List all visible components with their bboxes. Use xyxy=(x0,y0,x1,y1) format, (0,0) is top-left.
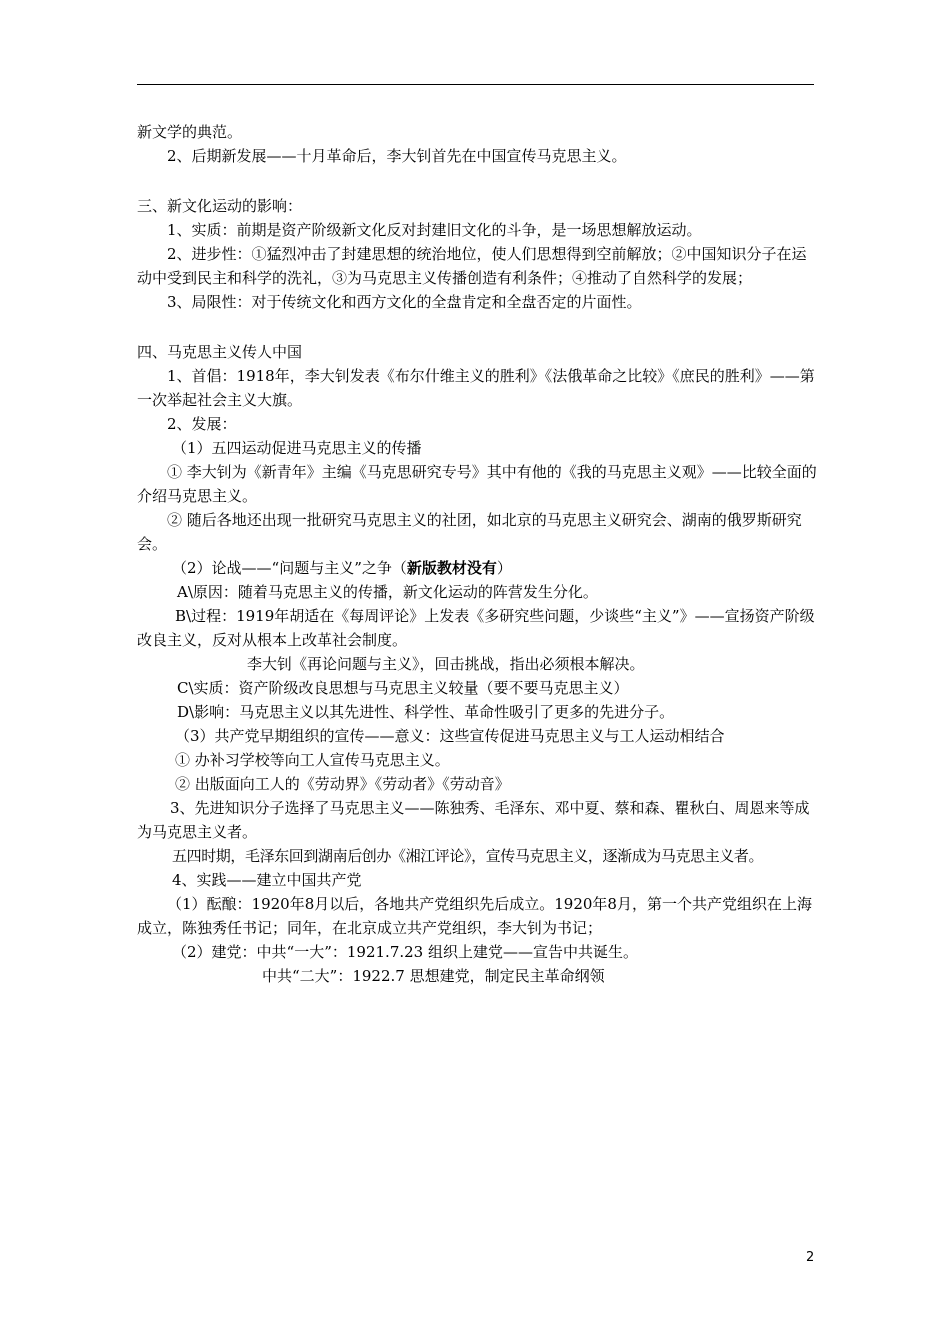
text-paragraph: ② 随后各地还出现一批研究马克思主义的社团，如北京的马克思主义研究会、湖南的俄罗斯研究会。 xyxy=(137,511,802,553)
text-paragraph: （1）酝酿：1920年8月以后，各地共产党组织先后成立。1920年8月，第一个共产党组织在上海成立，陈独秀任书记；同年，在北京成立共产党组织，李大钊为书记； xyxy=(137,895,812,937)
text-line: ① 办补习学校等向工人宣传马克思主义。 xyxy=(175,751,450,769)
text-line xyxy=(137,556,817,580)
text-paragraph: B\过程：1919年胡适在《每周评论》上发表《多研究些问题，少谈些“主义”》——宣扬资产阶级改良主义，反对从根本上改革社会制度。 xyxy=(137,607,815,649)
section-heading: 三、新文化运动的影响： xyxy=(137,197,303,215)
text-line: 五四时期，毛泽东回到湖南后创办《湘江评论》，宣传马克思主义，逐渐成为马克思主义者。 xyxy=(172,847,764,865)
text-run: ） xyxy=(496,559,512,577)
text-line: 新文学的典范。 xyxy=(137,123,243,141)
text-line: C\实质：资产阶级改良思想与马克思主义较量（要不要马克思主义） xyxy=(177,679,629,697)
text-line: 3、局限性：对于传统文化和西方文化的全盘肯定和全盘否定的片面性。 xyxy=(167,293,642,311)
page-number: 2 xyxy=(806,1250,815,1265)
text-line: 2、发展： xyxy=(167,415,237,433)
text-paragraph: 2、进步性：①猛烈冲击了封建思想的统治地位，使人们思想得到空前解放；②中国知识分子在运动中受到民主和科学的洗礼，③为马克思主义传播创造有利条件；④推动了自然科学的发展； xyxy=(137,245,807,287)
bold-note: 新版教材没有 xyxy=(406,559,497,577)
text-line: 中共“二大”：1922.7 思想建党，制定民主革命纲领 xyxy=(262,967,605,985)
text-line: （3）共产党早期组织的宣传——意义：这些宣传促进马克思主义与工人运动相结合 xyxy=(175,727,725,745)
text-line: 1、实质：前期是资产阶级新文化反对封建旧文化的斗争，是一场思想解放运动。 xyxy=(167,221,702,239)
text-line: D\影响：马克思主义以其先进性、科学性、革命性吸引了更多的先进分子。 xyxy=(177,703,675,721)
text-paragraph: 3、先进知识分子选择了马克思主义——陈独秀、毛泽东、邓中夏、蔡和森、瞿秋白、周恩来等成为马克思主义者。 xyxy=(137,799,810,841)
text-line: 2、后期新发展——十月革命后，李大钊首先在中国宣传马克思主义。 xyxy=(167,147,627,165)
text-line: 李大钊《再论问题与主义》，回击挑战，指出必须根本解决。 xyxy=(247,655,645,673)
text-run: （2）论战——“问题与主义”之争（ xyxy=(172,559,407,577)
text-line: ② 出版面向工人的《劳动界》《劳动者》《劳动音》 xyxy=(175,775,510,793)
text-line: （2）建党：中共“一大”：1921.7.23 组织上建党——宣告中共诞生。 xyxy=(172,943,638,961)
text-line: A\原因：随着马克思主义的传播，新文化运动的阵营发生分化。 xyxy=(177,583,598,601)
text-line: 4、实践——建立中国共产党 xyxy=(172,871,362,889)
document-body xyxy=(137,120,817,988)
header-rule xyxy=(137,84,814,85)
text-paragraph: ① 李大钊为《新青年》主编《马克思研究专号》其中有他的《我的马克思主义观》——比较全面的介绍马克思主义。 xyxy=(137,463,817,505)
text-paragraph: 1、首倡：1918年，李大钊发表《布尔什维主义的胜利》《法俄革命之比较》《庶民的胜利》——第一次举起社会主义大旗。 xyxy=(137,367,815,409)
text-line: （1）五四运动促进马克思主义的传播 xyxy=(172,439,422,457)
section-heading: 四、马克思主义传人中国 xyxy=(137,343,303,361)
